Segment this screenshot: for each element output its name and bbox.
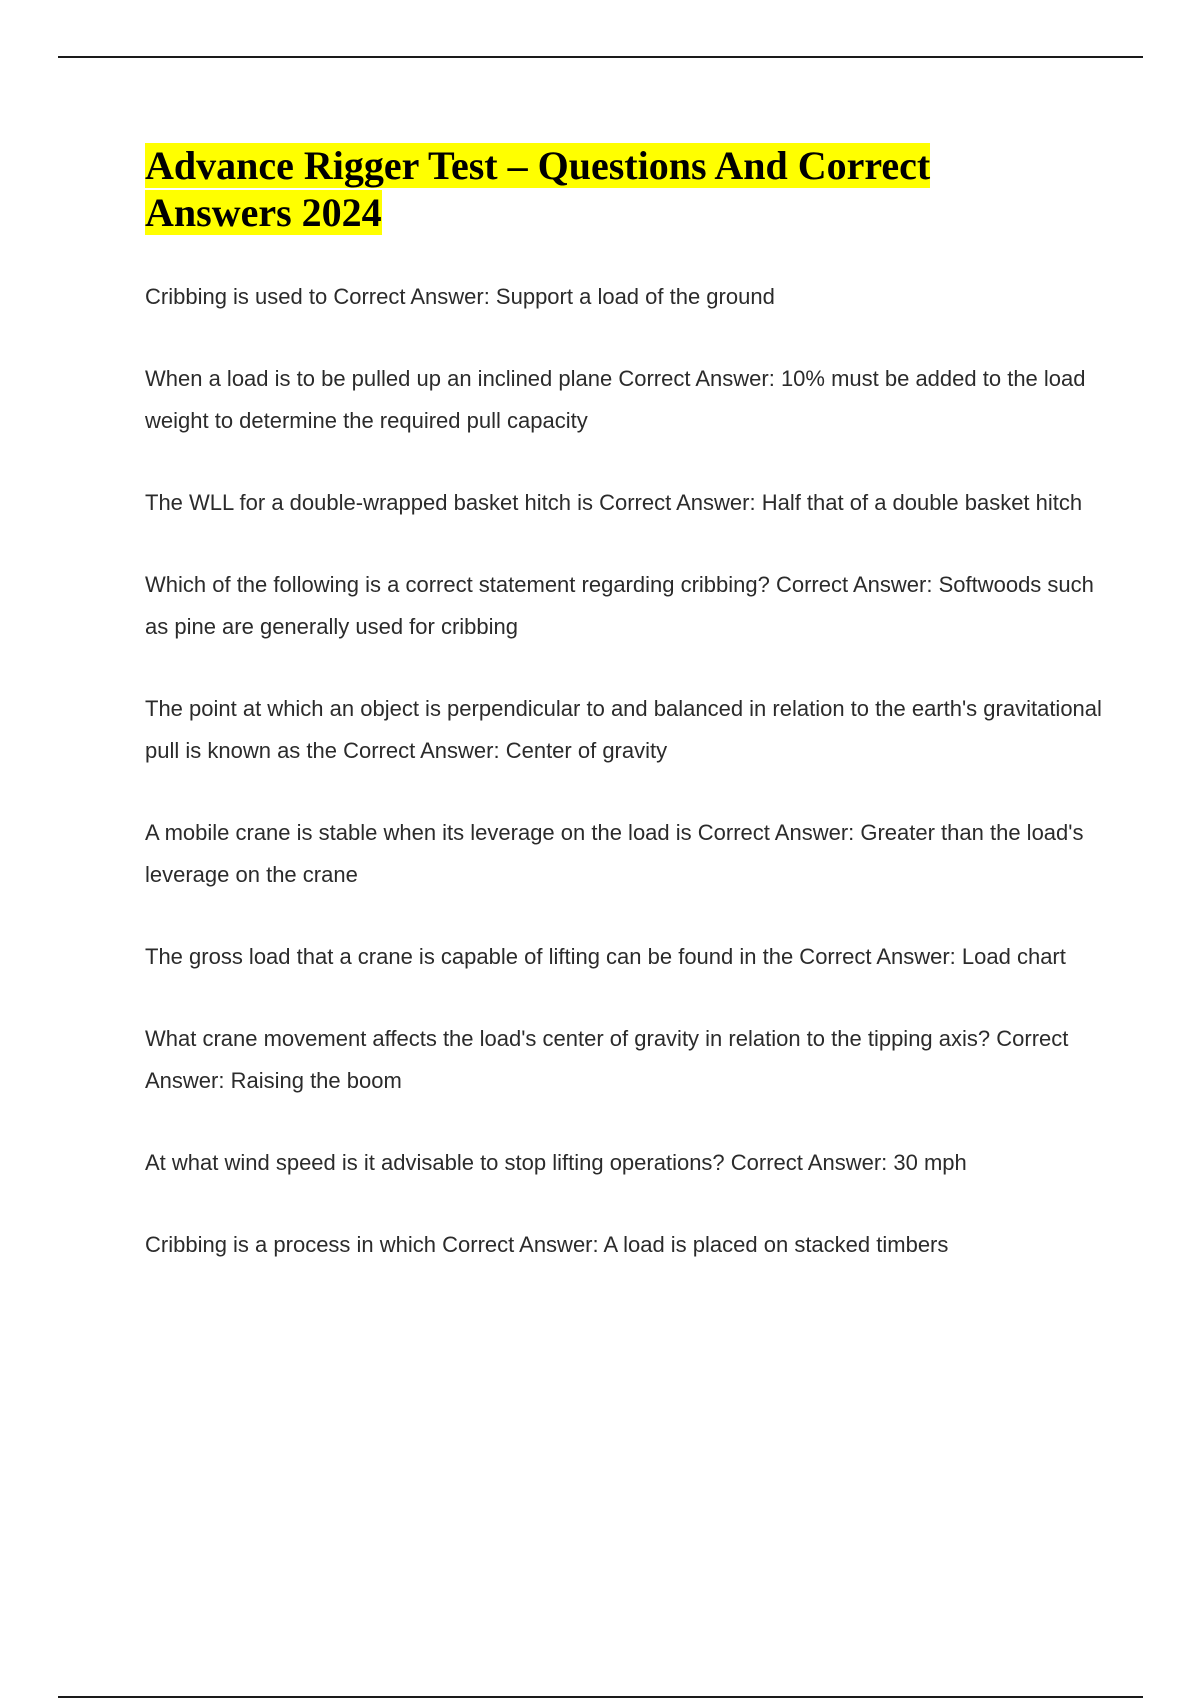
qa-item: What crane movement affects the load's center of gravity in relation to the tipping axis? Correct Answer: Raising the boom [145,1026,1069,1093]
qa-list [145,276,1105,1266]
document-body [145,142,1105,1306]
qa-item: Cribbing is a process in which Correct Answer: A load is placed on stacked timbers [145,1232,949,1257]
qa-item: The gross load that a crane is capable of lifting can be found in the Correct Answer: Load chart [145,944,1066,969]
document-title-text: Advance Rigger Test – Questions And Correct Answers 2024 [145,143,931,235]
bottom-rule [58,1696,1143,1698]
qa-item: The point at which an object is perpendicular to and balanced in relation to the earth's gravitational pull is known as the Correct Answer: Center of gravity [145,696,1102,763]
qa-item: At what wind speed is it advisable to stop lifting operations? Correct Answer: 30 mph [145,1150,967,1175]
qa-item: Which of the following is a correct statement regarding cribbing? Correct Answer: Softwoods such as pine are generally used for cribbing [145,572,1094,639]
qa-item: The WLL for a double-wrapped basket hitch is Correct Answer: Half that of a double basket hitch [145,490,1083,515]
document-title [145,142,965,236]
top-rule [58,56,1143,58]
qa-item: When a load is to be pulled up an inclined plane Correct Answer: 10% must be added to the load weight to determine the required pull capacity [145,366,1086,433]
qa-item: A mobile crane is stable when its leverage on the load is Correct Answer: Greater than the load's leverage on the crane [145,820,1084,887]
qa-item: Cribbing is used to Correct Answer: Support a load of the ground [145,284,775,309]
